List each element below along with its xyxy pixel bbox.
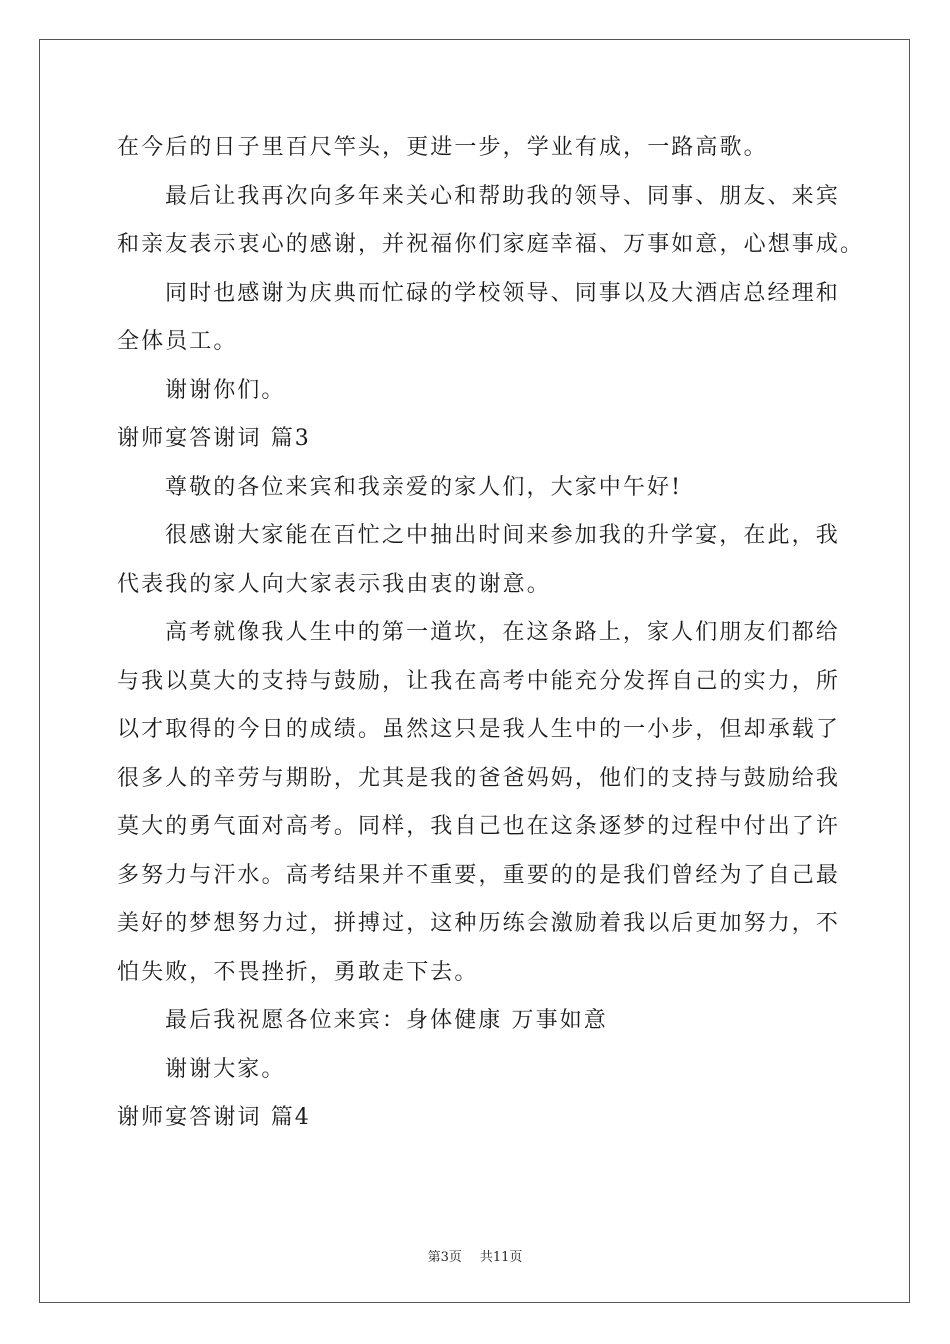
text-line: 最后让我再次向多年来关心和帮助我的领导、同事、朋友、来宾 [165,183,840,209]
text-line: 谢谢大家。 [165,1056,286,1082]
text-line: 与我以莫大的支持与鼓励，让我在高考中能充分发挥自己的实力，所 [117,668,841,694]
page-footer [0,1246,950,1265]
text-line: 很感谢大家能在百忙之中抽出时间来参加我的升学宴，在此，我 [165,523,840,548]
text-line: 很多人的辛劳与期盼，尤其是我的爸爸妈妈，他们的支持与鼓励给我 [117,765,841,791]
text-line: 全体员工。 [117,329,238,354]
section-heading: 谢师宴答谢词 篇3 [117,426,311,451]
text-line: 和亲友表示衷心的感谢，并祝福你们家庭幸福、万事如意，心想事成。 [117,232,865,257]
text-line: 莫大的勇气面对高考。同样，我自己也在这条逐梦的过程中付出了许 [117,814,841,839]
text-line: 怕失败，不畏挫折，勇敢走下去。 [117,959,479,985]
section-heading: 谢师宴答谢词 篇4 [117,1105,311,1130]
text-line: 高考就像我人生中的第一道坎，在这条路上，家人们朋友们都给 [165,620,840,645]
text-line: 在今后的日子里百尺竿头，更进一步，学业有成，一路高歌。 [117,135,768,160]
text-line: 代表我的家人向大家表示我由衷的谢意。 [117,571,551,597]
text-line: 最后我祝愿各位来宾：身体健康 万事如意 [165,1008,608,1033]
text-line: 多努力与汗水。高考结果并不重要，重要的的是我们曾经为了自己最 [117,862,841,888]
text-line: 以才取得的今日的成绩。虽然这只是我人生中的一小步，但却承载了 [117,717,841,742]
text-line: 美好的梦想努力过，拼搏过，这种历练会激励着我以后更加努力，不 [117,911,841,936]
text-line: 尊敬的各位来宾和我亲爱的家人们，大家中午好! [165,474,683,500]
page-number: 第3页 [427,1250,462,1265]
page-total: 共11页 [479,1250,523,1265]
text-line: 谢谢你们。 [165,377,286,403]
document-body [117,124,865,1143]
text-line: 同时也感谢为庆典而忙碌的学校领导、同事以及大酒店总经理和 [165,280,840,306]
